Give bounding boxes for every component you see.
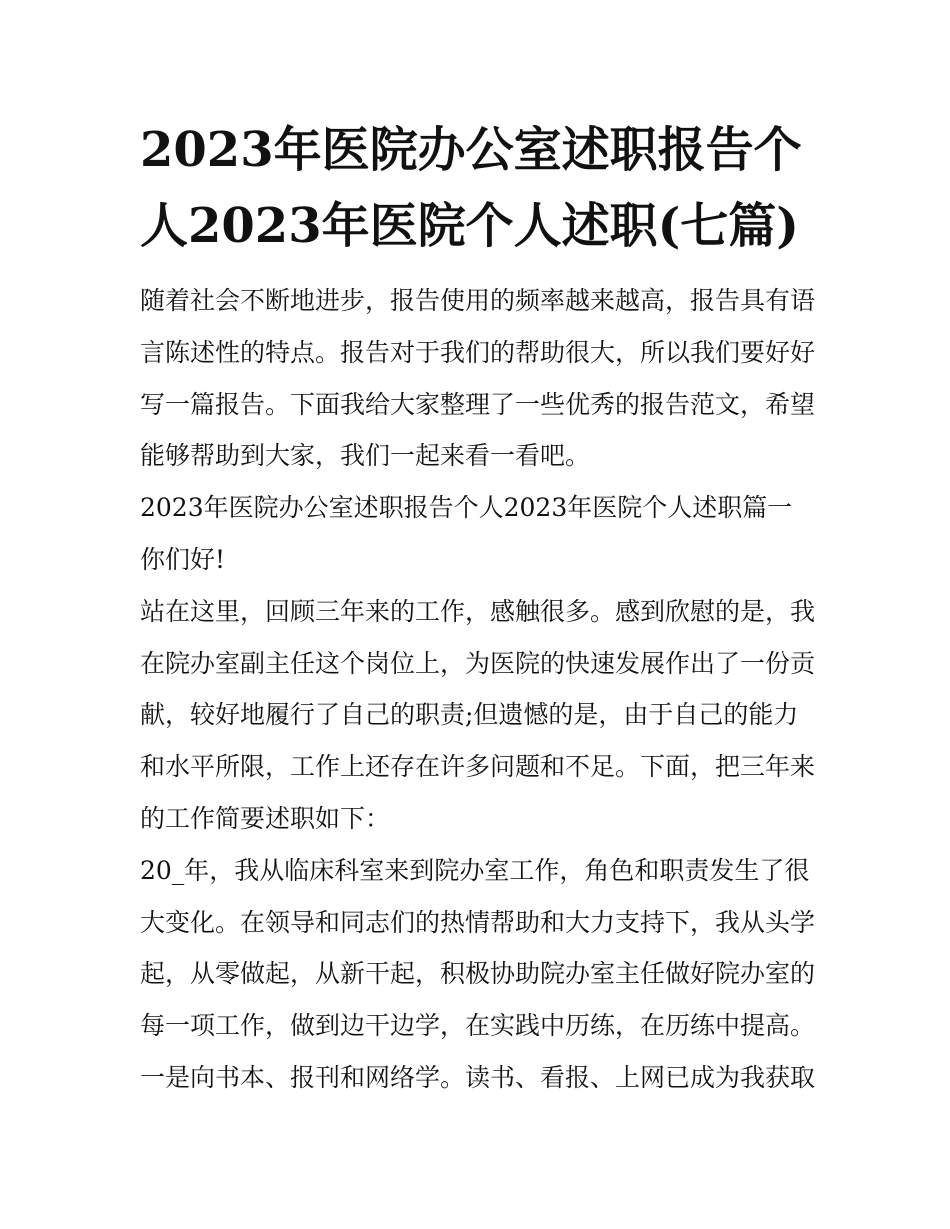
document-body — [140, 275, 815, 1104]
paragraph-intro: 随着社会不断地进步，报告使用的频率越来越高，报告具有语言陈述性的特点。报告对于我们的帮助很大，所以我们要好好写一篇报告。下面我给大家整理了一些优秀的报告范文，希望能够帮助到大家，我们一起来看一看吧。 — [140, 286, 816, 471]
paragraph-work-history: 20_年，我从临床科室来到院办室工作，角色和职责发生了很大变化。在领导和同志们的热情帮助和大力支持下，我从头学起，从零做起，从新干起，积极协助院办室主任做好院办室的每一项工作，做到边干边学，在实践中历练，在历练中提高。一是向书本、报刊和网络学。读书、看报、上网已成为我获取 — [140, 855, 816, 1092]
paragraph-section-heading: 2023年医院办公室述职报告个人2023年医院个人述职篇一 你们好! — [140, 493, 793, 574]
document-title: 2023年医院办公室述职报告个人2023年医院个人述职(七篇) — [140, 122, 802, 254]
paragraph-review: 站在这里，回顾三年来的工作，感触很多。感到欣慰的是，我在院办室副主任这个岗位上，为医院的快速发展作出了一份贡献，较好地履行了自己的职责;但遗憾的是，由于自己的能力和水平所限，工作上还存在许多问题和不足。下面，把三年来的工作简要述职如下： — [140, 596, 816, 833]
